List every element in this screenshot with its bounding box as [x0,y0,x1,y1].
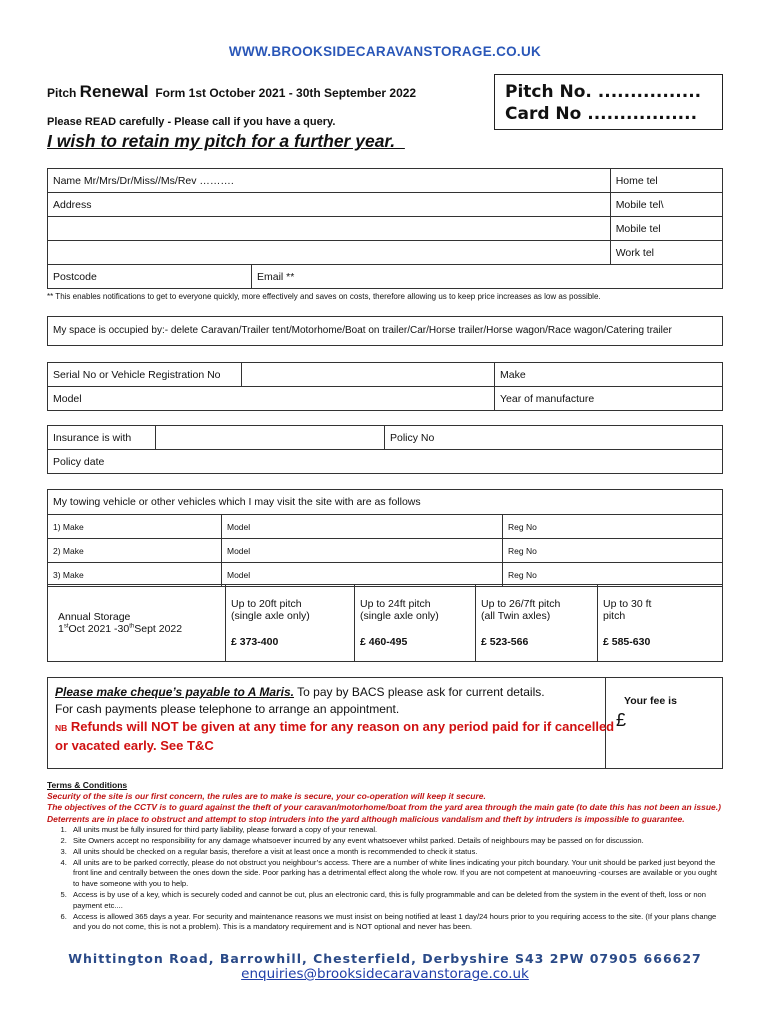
home-tel-field[interactable]: Home tel [610,169,722,193]
towing-make-2[interactable]: 2) Make [48,539,222,563]
card-no-field[interactable]: Card No ................. [505,104,698,124]
postcode-field[interactable]: Postcode [48,265,252,289]
price-option-30ft[interactable]: Up to 30 ft pitch £ 585-630 [598,585,723,662]
pricing-table [47,584,723,662]
price-26ft: £ 523-566 [481,636,529,648]
towing-model-1[interactable]: Model [222,515,503,539]
terms-section [47,780,725,933]
serial-input[interactable] [242,363,495,387]
terms-cctv: The objectives of the CCTV is to guard against the theft of your caravan/motorhome/boat from the yard area through the main gate (to date this has not been an issue.) Deterrents are in place to obstruct and attempt to stop intruders into the yard although malicious vandalism and theft by intruders is impossible to guarantee. [47,802,721,824]
towing-model-2[interactable]: Model [222,539,503,563]
price-option-24ft[interactable]: Up to 24ft pitch (single axle only) £ 460-495 [355,585,476,662]
renewal-word: Renewal [79,82,149,101]
terms-list [47,825,725,933]
fee-label: Your fee is [624,695,677,707]
annual-storage-cell [48,585,226,662]
term-item: 6. Access is allowed 365 days a year. For security and maintenance reasons we must insist on being notified at least 1 day/24 hours prior to you requiring access to the site. (If your plans change and you do not come, this is not a problem). This is a mandatory requirement and is NOT optional and never has been. [69,912,725,934]
website-url[interactable]: WWW.BROOKSIDECARAVANSTORAGE.CO.UK [228,44,542,59]
terms-security: Security of the site is our first concern, the rules are to make is secure, your co-operation will keep it secure. [47,790,486,801]
footer-email-link[interactable]: enquiries@brooksidecaravanstorage.co.uk [241,966,529,982]
refund-warning: NB Refunds will NOT be given at any time for any reason on any period paid for if cancelled or vacated early. See T&C [55,719,615,753]
terms-heading: Terms & Conditions [47,780,128,790]
email-footnote: ** This enables notifications to get to everyone quickly, more effectively and saves on costs, therefore allowing us to keep price increases as low as possible. [47,292,601,301]
mobile-tel-field-1[interactable]: Mobile tel\ [610,193,722,217]
price-20ft: £ 373-400 [231,636,279,648]
address-field[interactable]: Address [48,193,611,217]
form-title [47,82,416,102]
towing-make-1[interactable]: 1) Make [48,515,222,539]
price-option-20ft[interactable]: Up to 20ft pitch (single axle only) £ 373-400 [226,585,355,662]
make-field[interactable]: Make [495,363,723,387]
name-field[interactable]: Name Mr/Mrs/Dr/Miss//Ms/Rev ………. [48,169,611,193]
towing-reg-2[interactable]: Reg No [503,539,723,563]
towing-make-3[interactable]: 3) Make [48,563,222,587]
work-tel-field[interactable]: Work tel [610,241,722,265]
address-line-2[interactable] [48,217,611,241]
term-item: 2. Site Owners accept no responsibility for any damage whatsoever incurred by any event whatsoever whilst parked. Details of neighbours may be passed on for discussion. [69,836,725,847]
insurance-input[interactable] [156,426,385,450]
personal-details-table [47,168,723,289]
form-period: Form 1st October 2021 - 30th September 2022 [148,86,417,100]
pitch-card-box [494,74,723,130]
space-occupied-field[interactable]: My space is occupied by:- delete Caravan/Trailer tent/Motorhome/Boat on trailer/Car/Horse trailer/Horse wagon/Race wagon/Catering trailer [47,316,723,346]
model-field[interactable]: Model [48,387,495,411]
price-24ft: £ 460-495 [360,636,408,648]
price-30ft: £ 585-630 [603,636,651,648]
vehicle-table [47,362,723,411]
read-carefully-note: Please READ carefully - Please call if you have a query. [47,116,336,128]
insurance-table [47,425,723,474]
towing-table [47,489,723,587]
term-item: 5. Access is by use of a key, which is securely coded and cannot be cut, plus an electronic card, this is fully programmable and can be deleted from the system in the event of theft, loss or non payment etc.... [69,890,725,912]
annual-storage-label: Annual Storage [58,611,131,623]
email-field[interactable]: Email ** [252,265,723,289]
towing-model-3[interactable]: Model [222,563,503,587]
address-line-3[interactable] [48,241,611,265]
payment-instructions [55,684,615,755]
term-item: 3. All units should be checked on a regular basis, therefore a visit at least once a month is recommended to check it status. [69,847,725,858]
serial-label: Serial No or Vehicle Registration No [48,363,242,387]
policy-date-field[interactable]: Policy date [48,450,723,474]
term-item: 4. All units are to be parked correctly, please do not obstruct you neighbour’s access. There are a number of white lines indicating your pitch boundary. Your unit should be parked just beyond the front line and centrally between the ones down the side. Poor parking has a detrimental effect along the whole row. If you are not competent at manoeuvring -courses are available or you ought to have someone with you to help. [69,858,725,890]
towing-reg-3[interactable]: Reg No [503,563,723,587]
price-option-26ft[interactable]: Up to 26/7ft pitch (all Twin axles) £ 523-566 [476,585,598,662]
cheque-payable: Please make cheque’s payable to A Maris. [55,685,295,699]
cash-note: For cash payments please telephone to arrange an appointment. [55,702,400,716]
insurance-label: Insurance is with [48,426,156,450]
year-field[interactable]: Year of manufacture [495,387,723,411]
policy-no-field[interactable]: Policy No [385,426,723,450]
storage-period: 1stOct 2021 -30thSept 2022 [58,623,183,635]
mobile-tel-field-2[interactable]: Mobile tel [610,217,722,241]
retain-heading: I wish to retain my pitch for a further year. [47,131,405,151]
fee-input[interactable]: £ [616,710,627,730]
towing-reg-1[interactable]: Reg No [503,515,723,539]
bacs-note: To pay by BACS please ask for current details. [294,685,545,699]
pitch-word: Pitch [47,86,80,100]
towing-heading: My towing vehicle or other vehicles which I may visit the site with are as follows [48,490,723,515]
term-item: 1. All units must be fully insured for third party liability, please forward a copy of your renewal. [69,825,725,836]
pitch-no-field[interactable]: Pitch No. ................ [505,82,702,102]
footer-address: Whittington Road, Barrowhill, Chesterfield, Derbyshire S43 2PW 07905 666627 [68,951,702,966]
